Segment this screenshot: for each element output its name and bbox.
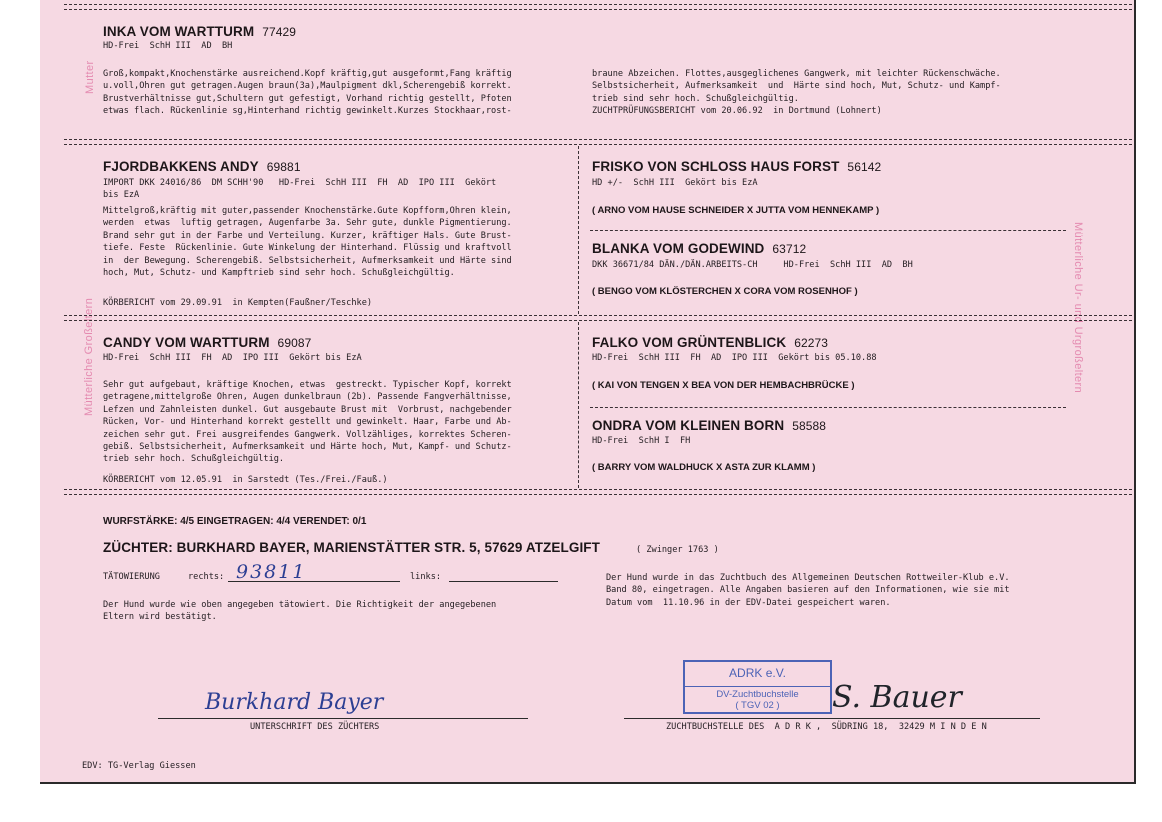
divider-sub-1 [590, 230, 1066, 231]
grandsire-report: KÖRBERICHT vom 29.09.91 in Kempten(Faußner/Teschke) [103, 298, 373, 308]
granddam-report: KÖRBERICHT vom 12.05.91 in Sarstedt (Tes./Frei./Fauß.) [103, 475, 388, 485]
breeder-signature-caption: UNTERSCHRIFT DES ZÜCHTERS [250, 722, 380, 732]
grandsire-titles [103, 177, 496, 202]
text-line: tiefe. Feste Rückenlinie. Gute Winkelung der Hinterhand. Flüssig und kraftvoll [103, 243, 512, 254]
text-line: braune Abzeichen. Flottes,ausgeglichenes Gangwerk, mit leichter Rückenschwäche. [592, 69, 1001, 79]
grandsire-sire-parents: ( ARNO VOM HAUSE SCHNEIDER X JUTTA VOM HENNEKAMP ) [592, 205, 880, 216]
text-line: trieb sind sehr hoch. Schußgleichgültig. [592, 93, 799, 104]
breeder-line [103, 540, 600, 555]
granddam-sire-parents: ( KAI VON TENGEN X BEA VON DER HEMBACHBRÜCKE ) [592, 380, 855, 391]
text-line: zeichen sehr gut. Frei ausgreifendes Gangwerk. Vollzähliges, korrektes Scheren- [103, 429, 512, 440]
granddam-sire-titles: HD-Frei SchH III FH AD IPO III Gekört bis 05.10.88 [592, 353, 877, 363]
stamp-line-3: ( TGV 02 ) [735, 700, 780, 711]
divider-1 [64, 139, 1132, 145]
text-line: Rücken, Vor- und Hinterhand korrekt gestellt und gewinkelt. Haar, Farbe und Ab- [103, 417, 512, 428]
grandsire-dam-parents: ( BENGO VOM KLÖSTERCHEN X CORA VOM ROSENHOF ) [592, 286, 858, 297]
text-line: u.voll,Ohren gut getragen.Augen braun(3a),Maulpigment dkl,Scherengebiß korrekt. [103, 81, 512, 92]
registry-signature-line [624, 718, 1040, 719]
tattoo-left-line [449, 581, 558, 582]
text-line: ZUCHTPRÜFUNGSBERICHT vom 20.06.92 in Dortmund (Lohnert) [592, 106, 882, 117]
side-label-great-grandparents: Mütterliche Ur- und Urgroßeltern [1072, 222, 1084, 394]
text-line: Mittelgroß,kräftig mit guter,passender Knochenstärke.Gute Kopfform,Ohren klein, [103, 206, 512, 216]
text-line: trieb sehr hoch. Schußgleichgültig. [103, 454, 285, 465]
granddam-description [103, 379, 512, 466]
dam-number: 77429 [262, 25, 297, 39]
text-line: Selbstsicherheit, Aufmerksamkeit und Härte sind hoch, Mut, Schutz- und Kampf- [592, 81, 1001, 92]
kennel-number: ( Zwinger 1763 ) [636, 545, 719, 555]
text-line: Sehr gut aufgebaut, kräftige Knochen, etwas gestreckt. Typischer Kopf, korrekt [103, 380, 512, 390]
stamp-line-2: DV-Zuchtbuchstelle [685, 686, 830, 700]
grandsire-dam-number: 63712 [772, 242, 807, 256]
dam-name-text: INKA VOM WARTTURM [103, 24, 255, 39]
grandsire-description [103, 205, 512, 279]
registry-note [606, 572, 1010, 609]
text-line: Brand sehr gut in der Farbe und Verteilung. Kurzer, kräftiger Hals. Gute Brust- [103, 230, 512, 241]
text-line: IMPORT DKK 24016/86 DM SCHH'90 HD-Frei SchH III FH AD IPO III Gekört [103, 178, 497, 188]
granddam-sire-number: 62273 [794, 336, 829, 350]
breeder-signature: Burkhard Bayer [205, 690, 384, 715]
grandsire-name [103, 159, 301, 174]
divider-3 [64, 489, 1132, 495]
dam-description-right [592, 68, 1001, 118]
litter-info: WURFSTÄRKE: 4/5 EINGETRAGEN: 4/4 VERENDET: 0/1 [103, 516, 367, 527]
text-line: Lefzen und Zahnleisten dunkel. Gut ausgebaute Brust mit Vorbrust, nachgebender [103, 404, 512, 415]
tattoo-label: TÄTOWIERUNG [103, 572, 160, 582]
side-label-grandparents: Mütterliche Großeltern [83, 297, 95, 416]
tattoo-right-value: 93811 [236, 561, 307, 583]
text-line: Brustverhältnisse gut,Schultern gut gefestigt, Vorhand richtig gestellt, Pfoten [103, 93, 512, 104]
text-line: Der Hund wurde in das Zuchtbuch des Allgemeinen Deutschen Rottweiler-Klub e.V. [606, 573, 1010, 583]
grandsire-dam-name-text: BLANKA VOM GODEWIND [592, 241, 765, 256]
text-line: Der Hund wurde wie oben angegeben tätowiert. Die Richtigkeit der angegebenen [103, 600, 497, 610]
grandsire-dam-name [592, 241, 806, 256]
granddam-name-text: CANDY VOM WARTTURM [103, 335, 270, 350]
tattoo-left-label: links: [410, 572, 442, 582]
registry-signature: S. Bauer [832, 680, 962, 715]
text-line: hoch, Mut, Schutz- und Kampftrieb sind sehr hoch. Schußgleichgültig. [103, 268, 455, 279]
grandsire-name-text: FJORDBAKKENS ANDY [103, 159, 259, 174]
text-line: getragene,mittelgroße Ohren, Augen dunkelbraun (2b). Passende Fangverhältnisse, [103, 392, 512, 403]
grandsire-number: 69881 [266, 160, 301, 174]
stamp-line-1: ADRK e.V. [729, 666, 786, 680]
granddam-name [103, 335, 311, 350]
grandsire-sire-name [592, 159, 881, 174]
divider-sub-2 [590, 407, 1066, 408]
text-line: werden etwas luftig getragen, Augenfarbe 3a. Sehr gute, dunkle Pigmentierung. [103, 218, 512, 229]
grandsire-dam-titles: DKK 36671/84 DÄN./DÄN.ARBEITS-CH HD-Frei SchH III AD BH [592, 260, 913, 270]
breeder-label: ZÜCHTER: BURKHARD BAYER, MARIENSTÄTTER STR. 5, 57629 ATZELGIFT [103, 540, 600, 555]
divider-2 [64, 315, 1132, 321]
text-line: etwas flach. Rückenlinie sg,Hinterhand richtig gewinkelt.Kurzes Stockhaar,rost- [103, 106, 512, 117]
registry-signature-caption: ZUCHTBUCHSTELLE DES A D R K , SÜDRING 18, 32429 M I N D E N [666, 722, 987, 732]
dam-titles: HD-Frei SchH III AD BH [103, 41, 233, 51]
text-line: gebiß. Selbstsicherheit, Aufmerksamkeit und Härte hoch, Mut, Kampf- und Schutz- [103, 442, 512, 453]
side-label-mother: Mutter [84, 60, 96, 94]
tattoo-right-label: rechts: [188, 572, 225, 582]
breeder-signature-line [158, 718, 528, 719]
granddam-number: 69087 [277, 336, 312, 350]
granddam-dam-number: 58588 [792, 419, 827, 433]
column-divider-1 [578, 146, 579, 314]
granddam-dam-name [592, 418, 826, 433]
grandsire-sire-number: 56142 [847, 160, 882, 174]
column-divider-2 [578, 322, 579, 488]
text-line: Groß,kompakt,Knochenstärke ausreichend.Kopf kräftig,gut ausgeformt,Fang kräftig [103, 69, 512, 79]
footer-publisher: EDV: TG-Verlag Giessen [82, 761, 196, 771]
dam-description-left [103, 68, 512, 118]
granddam-dam-name-text: ONDRA VOM KLEINEN BORN [592, 418, 785, 433]
divider-top [64, 4, 1132, 10]
dam-name [103, 24, 296, 39]
granddam-sire-name [592, 335, 828, 350]
granddam-dam-titles: HD-Frei SchH I FH [592, 436, 691, 446]
text-line: Datum vom 11.10.96 in der EDV-Datei gespeichert waren. [606, 597, 891, 608]
text-line: Band 80, eingetragen. Alle Angaben basieren auf den Informationen, wie sie mit [606, 585, 1010, 596]
granddam-sire-name-text: FALKO VOM GRÜNTENBLICK [592, 335, 787, 350]
text-line: in der Bewegung. Scherengebiß. Selbstsicherheit, Aufmerksamkeit und Härte sind [103, 255, 512, 266]
granddam-titles: HD-Frei SchH III FH AD IPO III Gekört bis EzA [103, 353, 362, 363]
tattoo-note [103, 599, 496, 624]
text-line: bis EzA [103, 190, 140, 201]
text-line: Eltern wird bestätigt. [103, 612, 217, 623]
adrk-stamp [683, 660, 832, 714]
grandsire-sire-titles: HD +/- SchH III Gekört bis EzA [592, 178, 758, 188]
granddam-dam-parents: ( BARRY VOM WALDHUCK X ASTA ZUR KLAMM ) [592, 462, 816, 473]
grandsire-sire-name-text: FRISKO VON SCHLOSS HAUS FORST [592, 159, 840, 174]
